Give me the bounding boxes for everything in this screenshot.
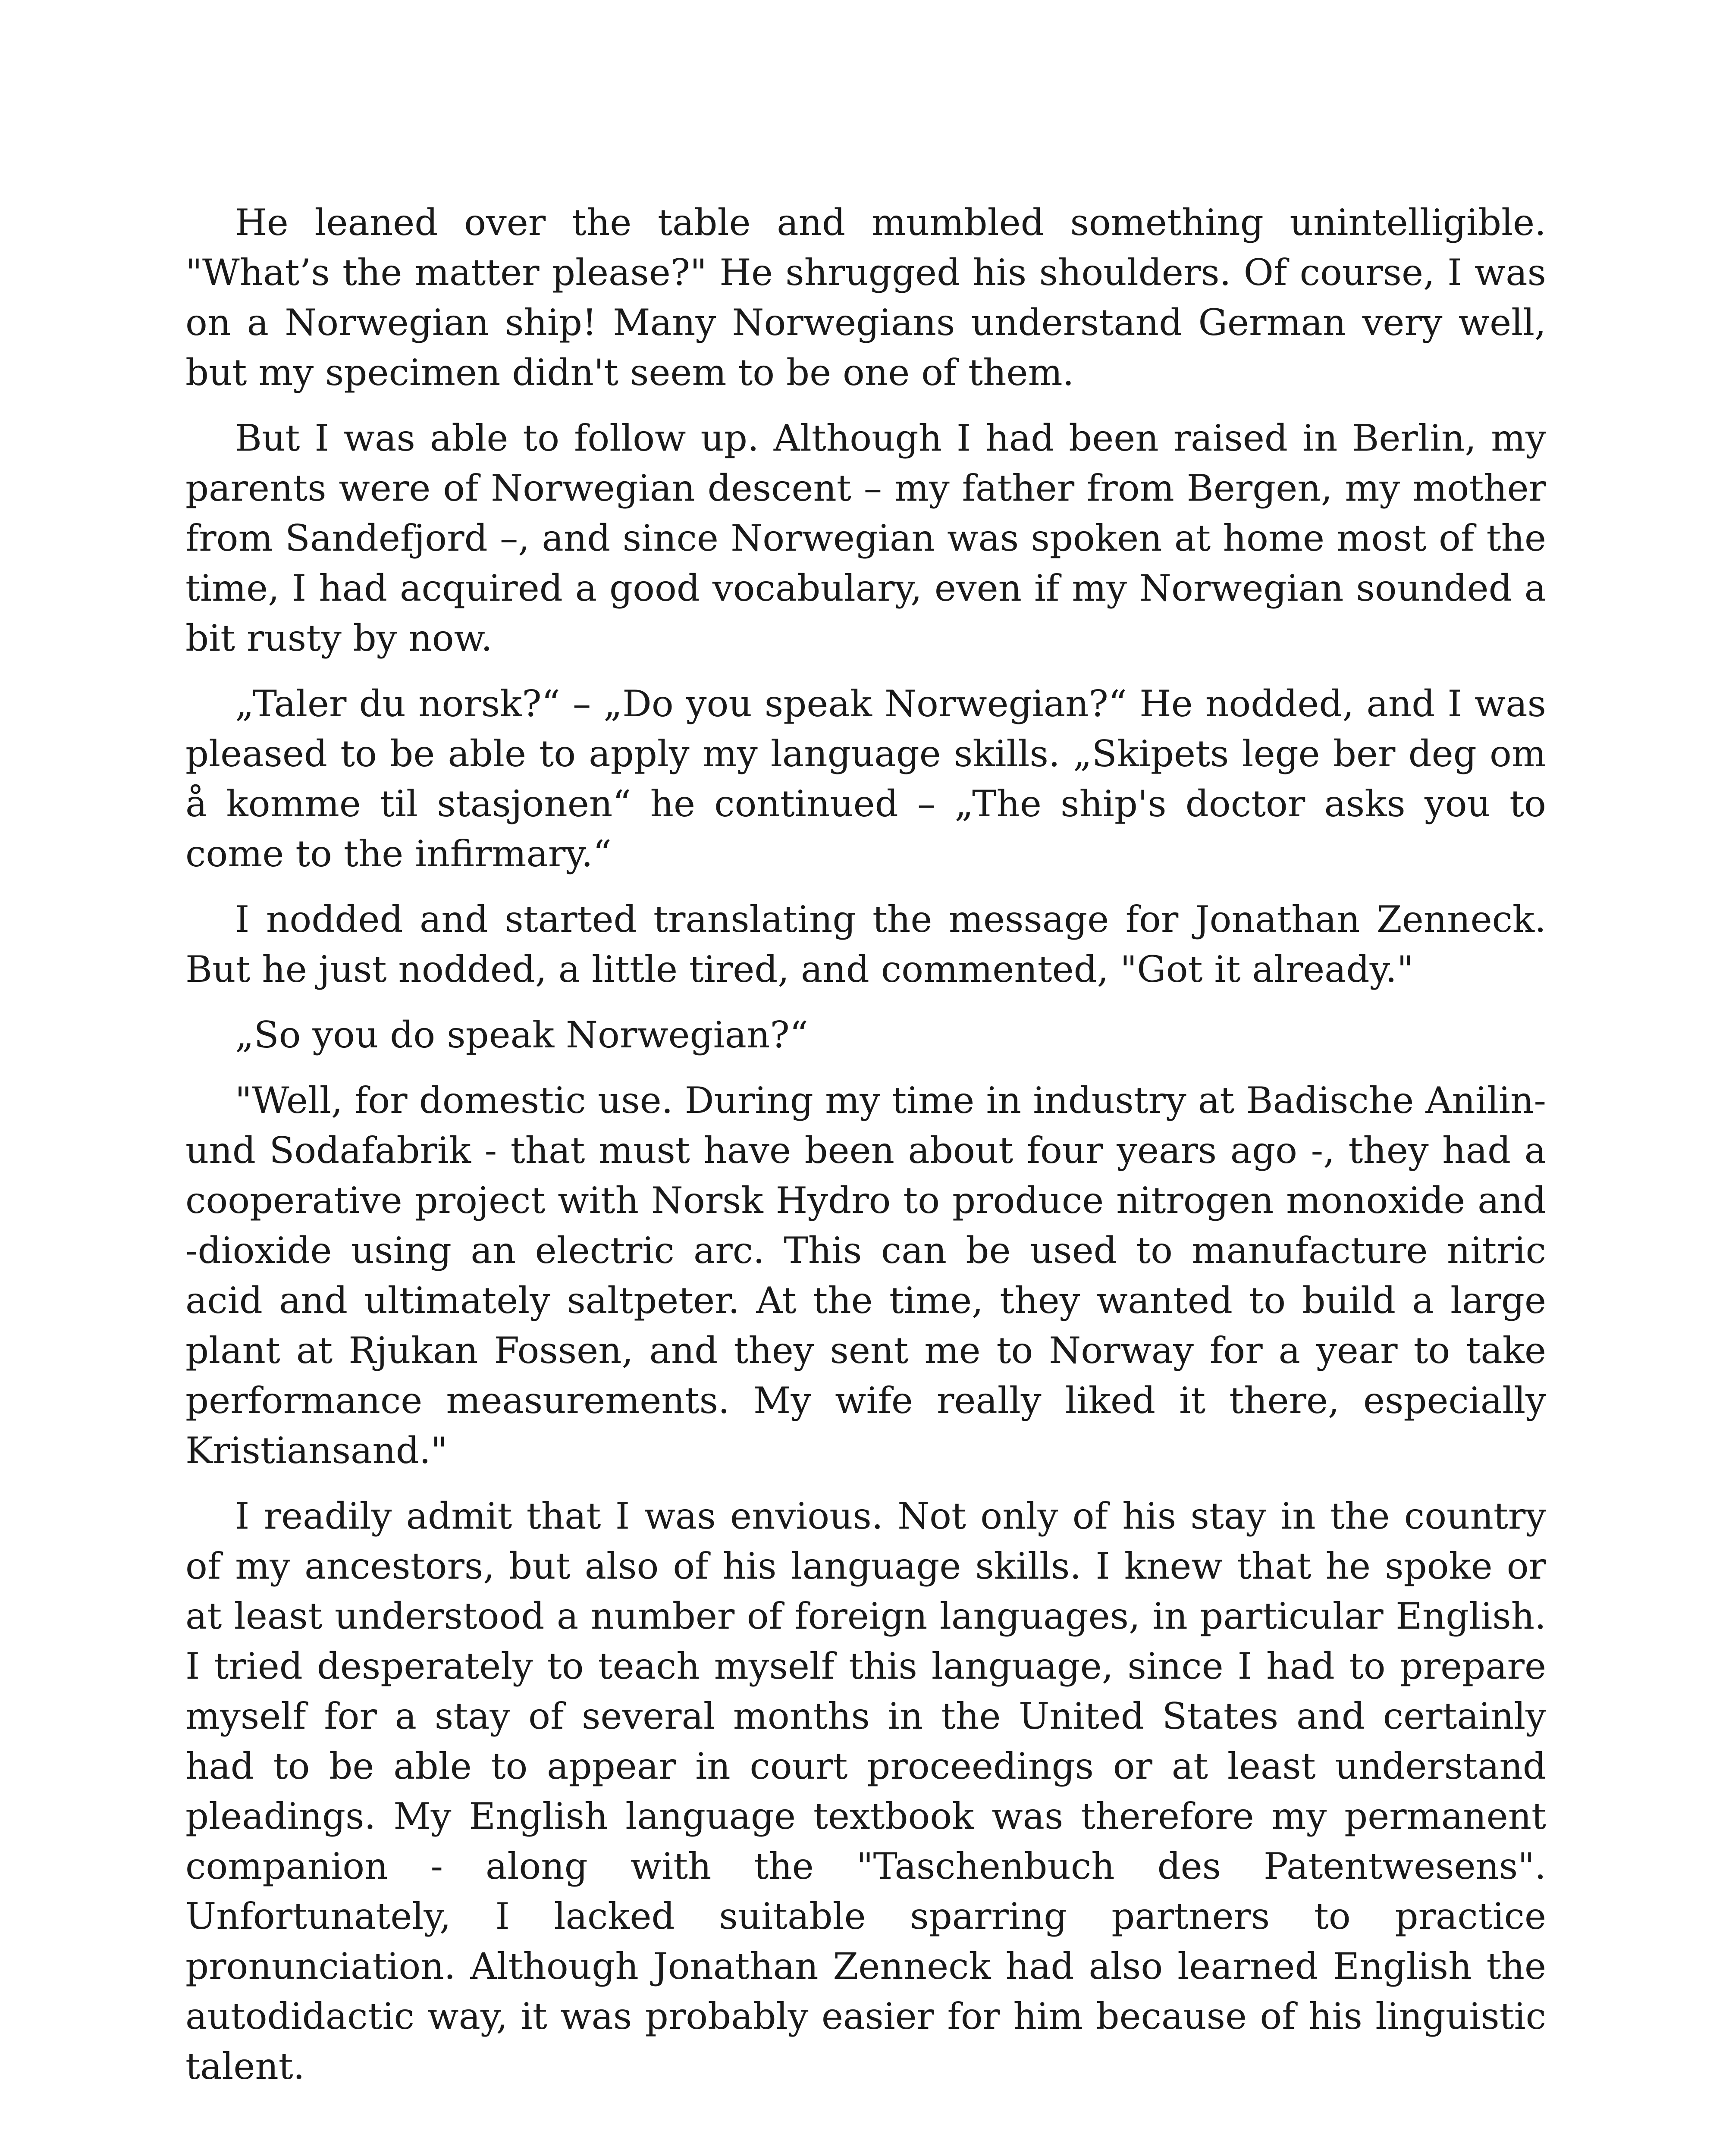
body-text xyxy=(185,197,1546,2107)
paragraph-4: I nodded and started translating the message for Jonathan Zenneck. But he just nodded, a little tired, and commented, "Got it already." xyxy=(185,898,1546,990)
paragraph-5: „So you do speak Norwegian?“ xyxy=(235,1014,808,1056)
paragraph-2: But I was able to follow up. Although I had been raised in Berlin, my parents were of Norwegian descent – my father from Bergen, my mother from Sandefjord –, and since Norwegian was spoken at home most of the time, I had acquired a good vocabulary, even if my Norwegian sounded a bit rusty by now. xyxy=(185,417,1546,659)
paragraph-6: "Well, for domestic use. During my time in industry at Badische Anilinund Sodafabrik - that must have been about four years ago -, they had a cooperative project with Norsk Hydro to produce nitrogen monoxide and -dioxide using an electric arc. This can be used to manufacture nitric acid and ultimately saltpeter. At the time, they wanted to build a large plant at Rjukan Fossen, and they sent me to Norway for a year to take performance measurements. My wife really liked it there, especially Kristiansand." xyxy=(185,1079,1546,1472)
paragraph-7: I readily admit that I was envious. Not only of his stay in the country of my ancestors, but also of his language skills. I knew that he spoke or at least understood a number of foreign languages, in particular English. I tried desperately to teach myself this language, since I had to prepare myself for a stay of several months in the United States and certainly had to be able to appear in court proceedings or at least understand pleadings. My English language textbook was therefore my permanent companion - along with the "Taschenbuch des Patentwesens". Unfortunately, I lacked suitable sparring partners to practice pronunciation. Although Jonathan Zenneck had also learned English the autodidactic way, it was probably easier for him because of his linguistic talent. xyxy=(185,1495,1546,2087)
paragraph-3: „Taler du norsk?“ – „Do you speak Norwegian?“ He nodded, and I was pleased to be able to apply my language skills. „Skipets lege ber deg om å komme til stasjonen“ he continued – „The ship's doctor asks you to come to the infirmary.“ xyxy=(185,683,1546,875)
paragraph-1: He leaned over the table and mumbled something unintelligible. "What’s the matter please?" He shrugged his shoulders. Of course, I was on a Norwegian ship! Many Norwegians understand German very well, but my specimen didn't seem to be one of them. xyxy=(185,201,1546,394)
